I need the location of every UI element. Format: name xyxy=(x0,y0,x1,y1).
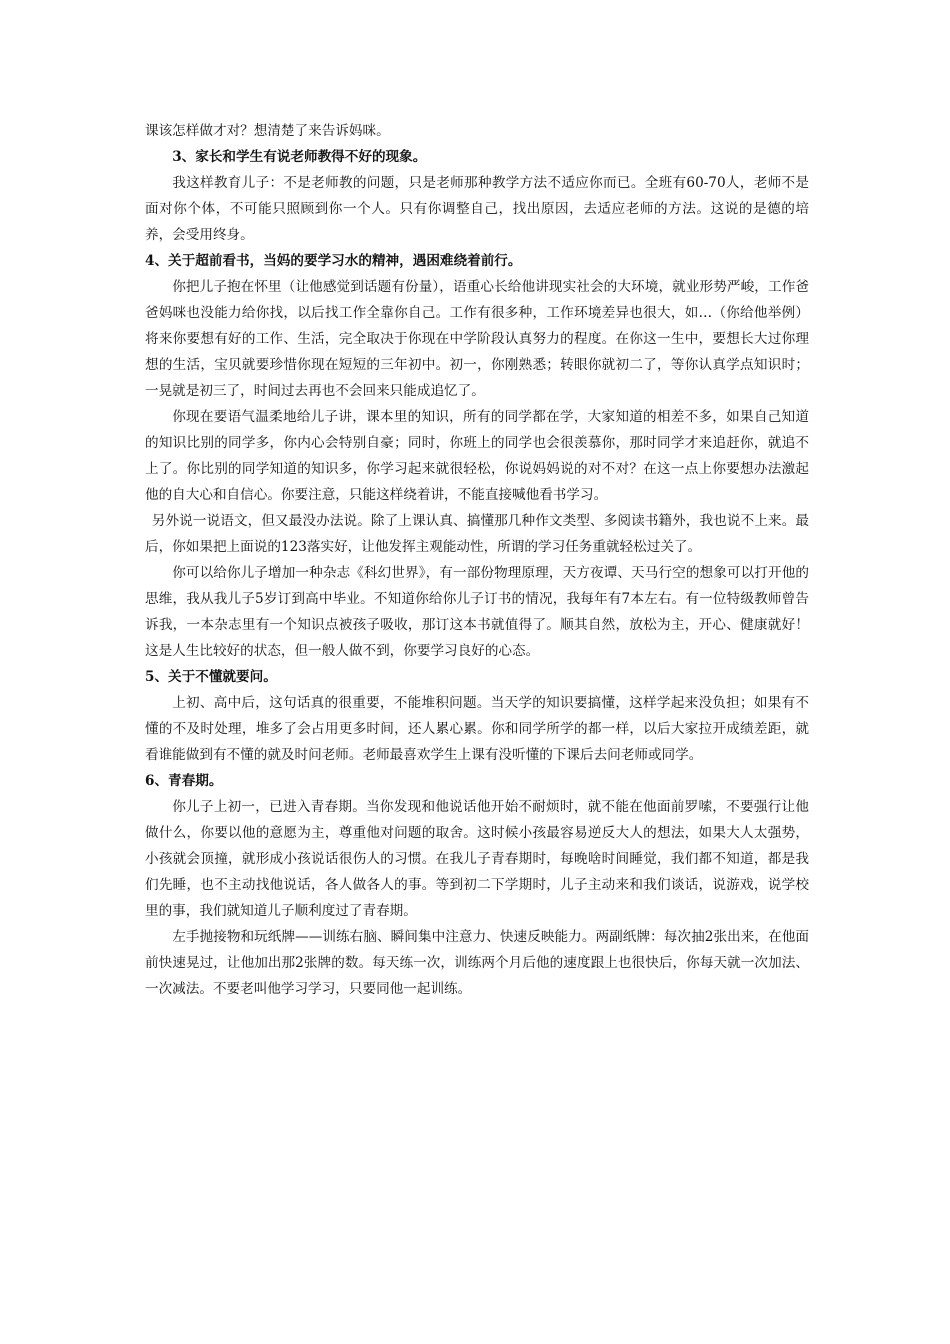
section-heading-4: 4、关于超前看书，当妈的要学习水的精神，遇困难绕着前行。 xyxy=(145,253,522,269)
paragraph: 你现在要语气温柔地给儿子讲，课本里的知识，所有的同学都在学，大家知道的相差不多，如果自己知道的知识比别的同学多，你内心会特别自豪；同时，你班上的同学也会很羡慕你，那时同学才来追赶你，就追不上了。你比别的同学知道的知识多，你学习起来就很轻松，你说妈妈说的对不对？在这一点上你要想办法激起他的自大心和自信心。你要注意，只能这样绕着讲，不能直接喊他看书学习。 xyxy=(145,409,809,503)
paragraph: 上初、高中后，这句话真的很重要，不能堆积问题。当天学的知识要搞懂，这样学起来没负担；如果有不懂的不及时处理，堆多了会占用更多时间，还人累心累。你和同学所学的都一样，以后大家拉开成绩差距，就看谁能做到有不懂的就及时问老师。老师最喜欢学生上课有没听懂的下课后去问老师或同学。 xyxy=(145,695,809,763)
section-heading-5: 5、关于不懂就要问。 xyxy=(145,669,277,685)
document-page xyxy=(145,118,809,1002)
paragraph: 你把儿子抱在怀里（让他感觉到话题有份量），语重心长给他讲现实社会的大环境，就业形势严峻，工作爸爸妈咪也没能力给你找，以后找工作全靠你自己。工作有很多种，工作环境差异也很大，如…（你给他举例）将来你要想有好的工作、生活，完全取决于你现在中学阶段认真努力的程度。在你这一生中，要想长大过你理想的生活，宝贝就要珍惜你现在短短的三年初中。初一，你刚熟悉；转眼你就初二了，等你认真学点知识时；一晃就是初三了，时间过去再也不会回来只能成追忆了。 xyxy=(145,279,809,399)
paragraph: 左手抛接物和玩纸牌——训练右脑、瞬间集中注意力、快速反映能力。两副纸牌：每次抽2张出来，在他面前快速晃过，让他加出那2张牌的数。每天练一次，训练两个月后他的速度跟上也很快后，你每天就一次加法、一次减法。不要老叫他学习学习，只要同他一起训练。 xyxy=(145,929,809,997)
paragraph: 你可以给你儿子增加一种杂志《科幻世界》，有一部份物理原理，天方夜谭、天马行空的想象可以打开他的思维，我从我儿子5岁订到高中毕业。不知道你给你儿子订书的情况，我每年有7本左右。有一位特级教师曾告诉我，一本杂志里有一个知识点被孩子吸收，那订这本书就值得了。顺其自然，放松为主，开心、健康就好！这是人生比较好的状态，但一般人做不到，你要学习良好的心态。 xyxy=(145,565,809,659)
paragraph: 我这样教育儿子：不是老师教的问题，只是老师那种教学方法不适应你而已。全班有60-70人，老师不是面对你个体，不可能只照顾到你一个人。只有你调整自己，找出原因，去适应老师的方法。这说的是德的培养，会受用终身。 xyxy=(145,175,809,243)
section-heading-3: 3、家长和学生有说老师教得不好的现象。 xyxy=(172,149,427,165)
section-heading-6: 6、青春期。 xyxy=(145,773,223,789)
paragraph: 另外说一说语文，但又最没办法说。除了上课认真、搞懂那几种作文类型、多阅读书籍外，我也说不上来。最后，你如果把上面说的123落实好，让他发挥主观能动性，所谓的学习任务重就轻松过关了。 xyxy=(145,513,809,555)
paragraph-continuation: 课该怎样做才对？想清楚了来告诉妈咪。 xyxy=(145,123,390,139)
paragraph: 你儿子上初一，已进入青春期。当你发现和他说话他开始不耐烦时，就不能在他面前罗嗦，不要强行让他做什么，你要以他的意愿为主，尊重他对问题的取舍。这时候小孩最容易逆反大人的想法，如果大人太强势，小孩就会顶撞，就形成小孩说话很伤人的习惯。在我儿子青春期时，每晚啥时间睡觉，我们都不知道，都是我们先睡，也不主动找他说话，各人做各人的事。等到初二下学期时，儿子主动来和我们谈话，说游戏，说学校里的事，我们就知道儿子顺利度过了青春期。 xyxy=(145,799,809,919)
